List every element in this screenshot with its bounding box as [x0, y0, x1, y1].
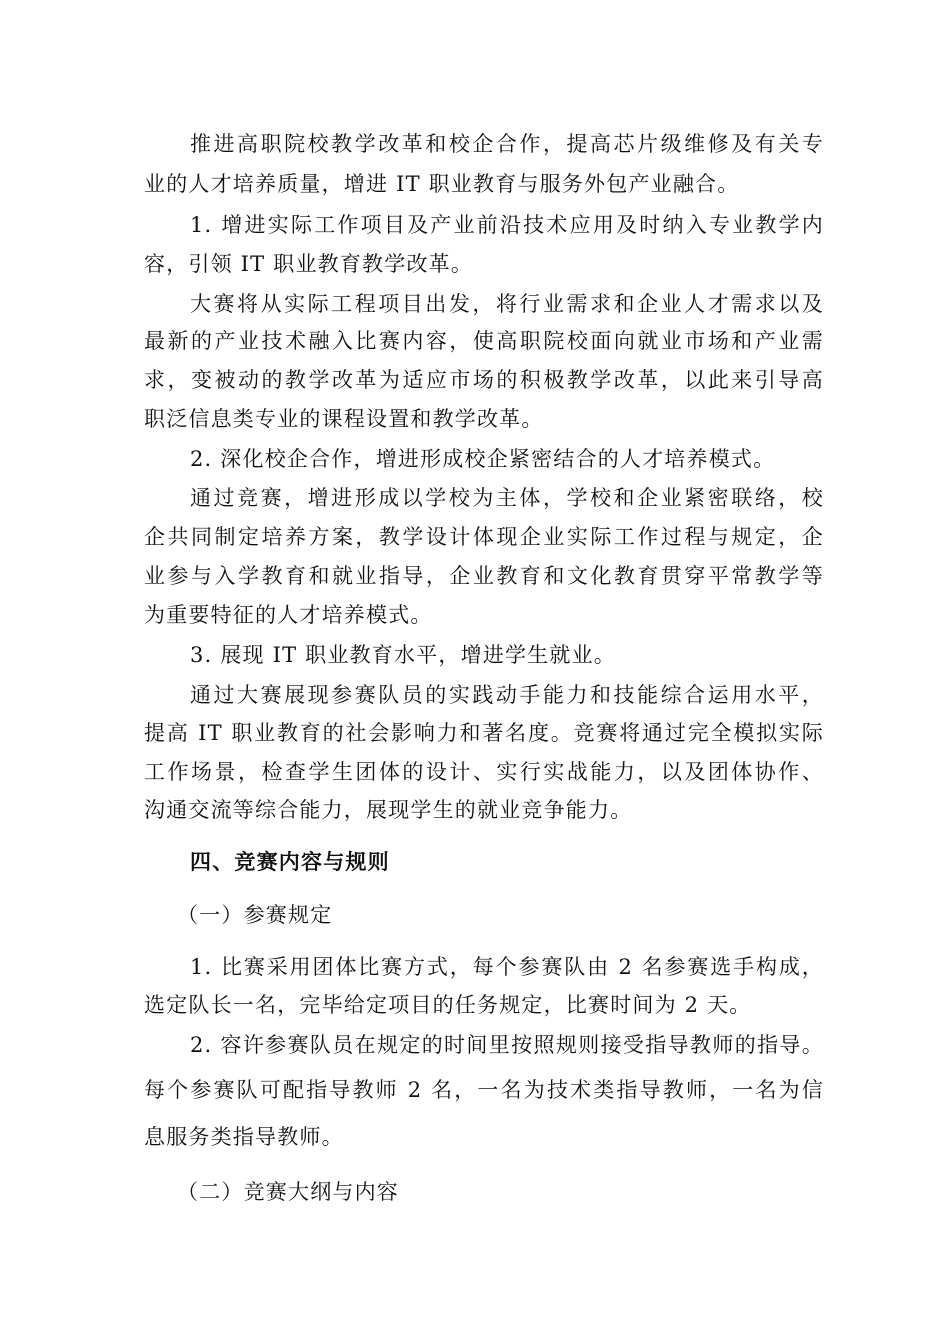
body-line: 最新的产业技术融入比赛内容，使高职院校面向就业市场和产业需	[144, 329, 824, 353]
subsection-heading: （一）参赛规定	[177, 903, 333, 927]
body-line: 工作场景，检查学生团体的设计、实行实战能力，以及团体协作、	[144, 760, 824, 784]
body-line: 容，引领 IT 职业教育教学改革。	[144, 252, 474, 276]
body-line: 业参与入学教育和就业指导，企业教育和文化教育贯穿平常教学等	[144, 564, 824, 588]
subsection-heading: （二）竞赛大纲与内容	[177, 1180, 399, 1204]
body-line: 选定队长一名，完毕给定项目的任务规定，比赛时间为 2 天。	[144, 993, 752, 1017]
body-line: 企共同制定培养方案，教学设计体现企业实际工作过程与规定，企	[144, 525, 824, 549]
body-line: 通过竞赛，增进形成以学校为主体，学校和企业紧密联络，校	[190, 486, 824, 510]
section-heading: 四、竞赛内容与规则	[190, 850, 390, 874]
body-line: 提高 IT 职业教育的社会影响力和著名度。竞赛将通过完全模拟实际	[144, 721, 824, 745]
body-line: 业的人才培养质量，增进 IT 职业教育与服务外包产业融合。	[144, 172, 740, 196]
body-line: 通过大赛展现参赛队员的实践动手能力和技能综合运用水平，	[190, 683, 824, 707]
body-line: 息服务类指导教师。	[144, 1125, 344, 1149]
body-line: 求，变被动的教学改革为适应市场的积极教学改革，以此来引导高	[144, 368, 824, 392]
body-line: 为重要特征的人才培养模式。	[144, 603, 433, 627]
body-line: 1. 比赛采用团体比赛方式，每个参赛队由 2 名参赛选手构成，	[190, 955, 824, 979]
body-line: 2. 深化校企合作，增进形成校企紧密结合的人才培养模式。	[190, 447, 776, 471]
body-line: 推进高职院校教学改革和校企合作，提高芯片级维修及有关专	[190, 132, 824, 156]
body-line: 沟通交流等综合能力，展现学生的就业竞争能力。	[144, 798, 633, 822]
body-line: 1. 增进实际工作项目及产业前沿技术应用及时纳入专业教学内	[190, 213, 824, 237]
body-line: 3. 展现 IT 职业教育水平，增进学生就业。	[190, 643, 616, 667]
body-line: 职泛信息类专业的课程设置和教学改革。	[144, 407, 544, 431]
body-line: 每个参赛队可配指导教师 2 名，一名为技术类指导教师，一名为信	[144, 1078, 824, 1102]
body-line: 2. 容许参赛队员在规定的时间里按照规则接受指导教师的指导。	[190, 1033, 824, 1057]
body-line: 大赛将从实际工程项目出发，将行业需求和企业人才需求以及	[190, 292, 824, 316]
